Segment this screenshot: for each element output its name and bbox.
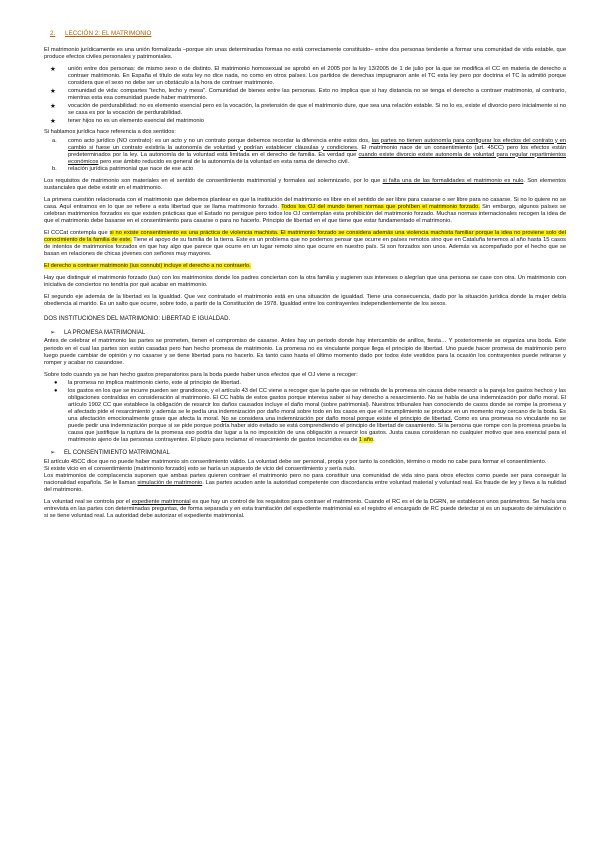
dot-bullet-icon: ● [54,379,58,386]
star-bullet-icon: ★ [50,65,56,73]
igualdad-paragraph: El segundo eje además de la libertad es la igualdad. Que vez contratado el matrimonio está en una situación de igualdad. Tiene una consecuencia, dado por la situación jurídica donde la mujer debía obediencia al marido. Es un salto que ocurre, sobre todo, a partir de la Constitución de 1978. Igualdad entre los contrayentes independientemente de los sexos. [44,294,566,308]
requisitos-paragraph: Los requisitos de matrimonio son materiales en el sentido de consentimiento matrimonial y formales así solemnizarlo, por lo que si falta una de las formalidades el matrimonio es nulo. Son elementos sustanciales que debe existir en el matrimonio. [44,177,566,191]
list-item: b. relación jurídica patrimonial que nace de ese acto [52,165,194,172]
arrow-bullet-icon: ➢ [50,329,56,336]
cccat-paragraph: El CCCat contempla que si no existe consentimiento es una práctica de violencia machista. El matrimonio forzado se considera además una violencia machista familiar porque la idea no proviene solo del conocimiento de la familia de este. Tiene el apoyo de su familia de la tierra. Este es un problema que no podemos pensar que ocurre en países remotos sino que en Cataluña tenemos al año hasta 15 casos de intentos de matrimonios forzados en que hay algo que parece que ocurre en un lugar remoto sino que ocurre en nuestro país. Si son forzados son unos. Además va acompañado por el hecho que se basan en relaciones de chicas jóvenes con señores muy mayores. [44,230,566,258]
libertad-paragraph: La primera cuestión relacionada con el matrimonio que debemos plantear es que la institución del matrimonio es libre en el sentido de ser libre para casarse o ser libre para no casarse. Si no lo quiere no se casa. Aquí entramos en lo que se refiere a esta libertad que se llama matrimonio forzado. Todos los OJ del mundo tienen normas que prohíben el matrimonio forzado. Sin embargo, algunos países se celebran matrimonios forzados es que existen prácticas que el Estado no persigue pero todos los OJ contemplan esta prohibición del matrimonio forzado. Muchas normas internacionales recogen la idea de que el matrimonio debe basarse en el consentimiento para casarse o para no hacerlo. Principio de libertad en el que tiene que estar fundamentado el matrimonio. [44,196,567,224]
arrow-bullet-icon: ➢ [50,450,56,457]
promesa-paragraph: Antes de celebrar el matrimonio las partes se prometen, tienen el compromiso de casarse. Antes hay un periodo donde hay intercambio de anillos, fiesta… Y posteriormente se organiza una boda. Este periodo en el cual las partes son están casadas pero han hecho promesa de matrimonio. La promesa no es vinculante porque llega el principio de libertad. Uno puede hacer promesa de matrimonio pero luego puede cambiar de opinión y no casarse y se tiene libertad para no hacerlo. Es tanto caso hasta el último momento dado por todos éste vestidos para la ocasión los contrayentes puede retirarse y romper y acabar no casandose. [44,338,566,366]
senses-list [44,138,566,173]
list-item: ★ unión entre dos personas: de mismo sexo o de distinto. El matrimonio homosexual se aprobó en el 2005 por la ley 13/2005 de 1 de julio por la que se modifica el CC en materia de derecho a contraer matrimonio. En España el título de esta ley no dice nada, no como en otros países. Los partidos de derechas impugnaron ante el TC esta ley pero por doctrina el TC la admitió porque considera que el sexo no debe ser un obstáculo a la hora de contraer matrimonio. [50,65,566,87]
promesa-list [44,380,566,444]
heading-number: 2. [50,30,56,37]
consentimiento-p1: El artículo 45CC dice que no puede haber matrimonio sin consentimiento válido. La voluntad debe ser personal, propia y por tanto la condición, término o modo no cabe para formar el consentimiento. [44,458,547,465]
instituciones-title: DOS INSTITUCIONES DEL MATRIMONIO: LIBERTAD E IGUALDAD. [44,316,231,323]
list-item: ★ comunidad de vida: compartes "techo, lecho y mesa". Comunidad de bienes entre las personas. Esto no implica que si hay distancia no se tenga el derecho a contraer matrimonio, al contrario, mientras esta esa comunidad puede haber matrimonio. [50,87,566,102]
star-bullet-icon: ★ [50,87,56,95]
list-item: ★ tener hijos no es un elemento esencial del matrimonio [50,117,204,125]
senses-intro: Si hablamos jurídica hace referencia a dos sentidos: [44,129,176,136]
heading-title: LECCIÓN 2: EL MATRIMONIO [65,30,152,37]
ius-connubi-paragraph: El derecho a contraer matrimonio (ius connubi) incluye el derecho a no contraerlo. [44,263,251,270]
intro-paragraph: El matrimonio jurídicamente es una unión formalizada –porque sin unas determinadas formas no está correctamente constituido– entre dos personas tendente a formar una comunidad de vida estable, que produce efectos civiles personales y patrimoniales. [44,47,566,61]
section-heading [50,30,566,38]
star-bullet-icon: ★ [50,117,56,125]
document-page [44,30,566,525]
list-item: ★ vocación de perdurabilidad: no es elemento esencial pero es la vocación, la pretensión de que el matrimonio dure, que sea una relación estable. Si no lo es, existe el divorcio pero inicialmente si no se casa es por la vocación de perdurabilidad. [50,102,566,117]
star-bullet-icon: ★ [50,102,56,110]
dot-bullet-icon: ● [54,387,58,394]
consentimiento-p3: Los matrimonios de complacencia suponen que ambas partes quieren contraer el matrimonio pero no para constituir una comunidad de vida sino para otros efectos como puede ser para conseguir la nacionalidad española. Se le llaman simulación de matrimonio. Las partes acuden ante la autoridad competente con discordancia entre voluntad material y voluntad real. Es fraude de ley y lleva a la nulidad del matrimonio. [44,472,566,493]
consentimiento-p2: Si existe vicio en el consentimiento (matrimonio forzado) esto se haría un supuesto de vicio del consentimiento y sería nulo. [44,465,356,472]
list-item: a. como acto jurídico (NO contrato): es un acto y no un contrato porque debemos recordar la diferencia entre estos dos, las partes no tienen autonomía para configurar los efectos del contrato y en cambio si fuese un contrato existiría la autonomía de voluntad y podrían establecer cláusulas y condiciones. El matrimonio nace de un consentimiento (art. 45CC) pero los efectos están predeterminados por la ley. La autonomía de la voluntad está limitada en el derecho de familia. Es verdad que cuando existe divorcio existe autonomía de voluntad para regular repartimientos económicos pero ese ámbito reducido es general de la autonomía de la voluntad en esta rama de derecho civil. [52,137,566,165]
distinguir-paragraph: Hay que distinguir el matrimonio forzado (ius) con los matrimonios donde los padres conciertan con la otra familia y sugieren sus intereses o alegrían que una persona se case con otra. Un matrimonio con iniciativa de conciertos no tendría por qué acabar en matrimonio. [44,275,566,289]
promesa-sobre: Sobre todo cuando ya se han hecho gastos preparatorios para la boda puede haber unos efectos que el OJ viene a recoger: [44,371,358,378]
list-item: ● la promesa no implica matrimonio cierto, este al principio de libertad. [54,379,241,386]
list-item: ● los gastos en los que se incurre pueden ser grandiosos, y el artículo 43 del CC viene a recoger que la parte que se retirada de la promesa sin causa debe resarcir a la pareja los gastos hechos y las obligaciones contraídas en consideración al matrimonio. El CC habla de estos gastos porque interesa saber si hay derecho a resarcimiento. No se habla de una indemnización por daño moral. El artículo 1902 CC que establece la obligación de resarcir los daños causados incluye el daño moral (sobre patrimonial). Nuestros tribunales han conociendo de casos donde se rompe la promesa y el afectado pide el resarcimiento y además se le pedía una indemnización por daño moral sobre todo en los casos en que el incumplimiento se produce en un momento muy cercano de la boda. Es una afectación emocionalmente grave que afecta la moral. No se considera una indemnización por daño moral porque existe el principio de libertad. Como es una promesa no vinculante no se puede pedir una indemnización porque si se pide porque podría haber sido evitado se está comprendiendo el principio de libertad de casamiento. Si la persona que rompe con la promesa prueba la causa que justifique la ruptura de la promesa eso podría dar lugar a la no imposición de una obligación a resarcir los gastos. Justa causa consideran no cualquier motivo que sea esencial para el matrimonio ajeno de las personas contrayentes. El plazo para reclamar el resarcimiento de gastos incurridos es de 1 año. [54,387,566,444]
consentimiento-heading: ➢ EL CONSENTIMIENTO MATRIMONIAL [50,450,170,457]
star-list [44,66,566,125]
promesa-heading: ➢ LA PROMESA MATRIMONIAL [50,329,146,336]
consentimiento-p4: La voluntad real se controla por el expediente matrimonial es que hay un control de los requisitos para contraer el matrimonio. Cuando el RC es el de la DGRN, se establecen unos parámetros. Se hacía una entrevista en las partes con determinadas preguntas, de forma separada y en esta tramitación del expediente matrimonial es el registro el encargado de RC puede detectar si es un supuesto de simulación o si se tiene voluntad real. La autoridad debe autorizar el expediente matrimonial. [44,498,566,519]
